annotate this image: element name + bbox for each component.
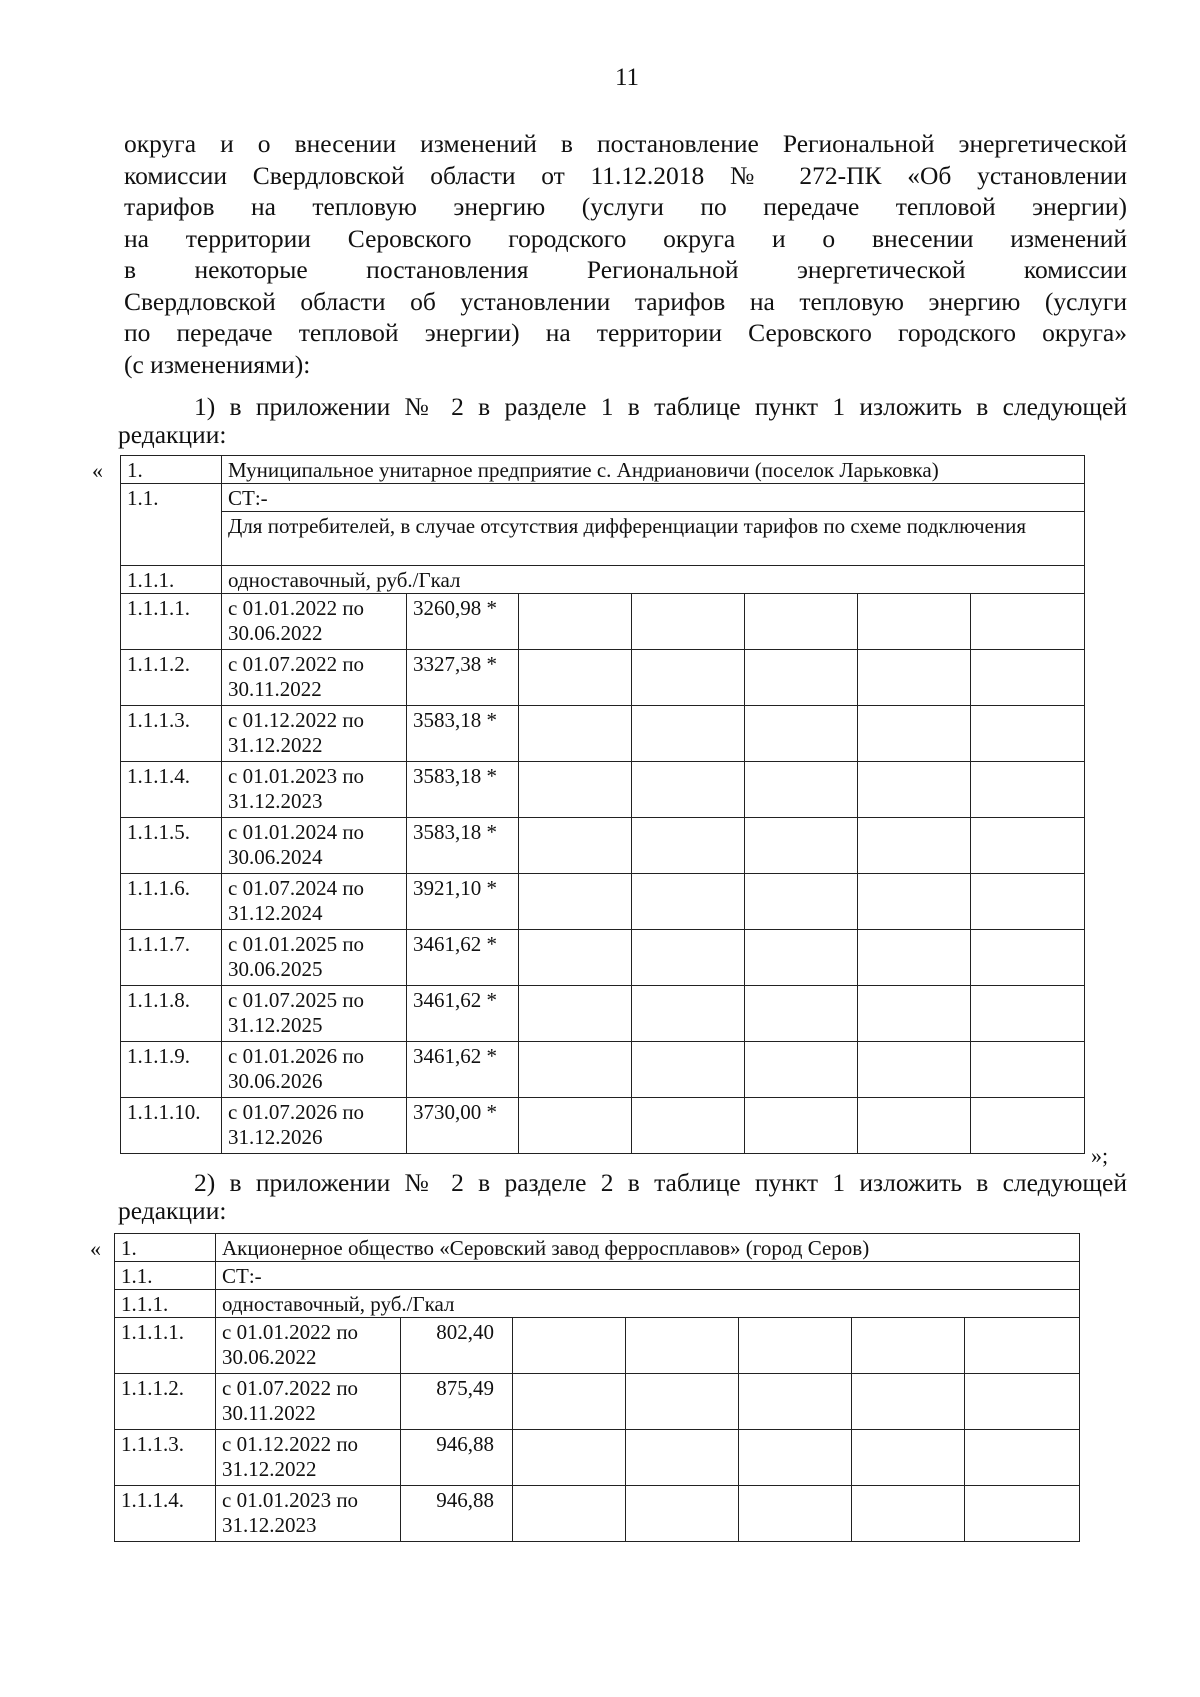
item-1-line: редакции:: [118, 420, 227, 449]
table-cell-period: [222, 1042, 407, 1098]
table-cell-empty: [858, 650, 971, 706]
table-cell-num: 1.1.1.1.: [115, 1318, 216, 1374]
table-cell-empty: [965, 1430, 1080, 1486]
table-cell-empty: [971, 706, 1085, 762]
table-2: [114, 1233, 1080, 1542]
period-end: 30.06.2025: [228, 957, 323, 981]
table-cell-empty: [632, 986, 745, 1042]
table-cell-empty: [632, 650, 745, 706]
table-cell-num: 1.1.1.9.: [121, 1042, 222, 1098]
table-cell-empty: [852, 1374, 965, 1430]
table-cell-empty: [519, 874, 632, 930]
period-start: с 01.07.2022 по: [222, 1376, 359, 1400]
period-end: 30.06.2022: [222, 1345, 317, 1369]
table-cell-empty: [965, 1318, 1080, 1374]
page-number: 11: [614, 64, 640, 91]
period-start: с 01.01.2026 по: [228, 1044, 365, 1068]
table-row: [115, 1430, 1080, 1486]
table-cell-num: 1.: [115, 1234, 216, 1262]
table-cell-empty: [739, 1486, 852, 1542]
table-row: [115, 1318, 1080, 1374]
table-cell-empty: [858, 594, 971, 650]
table-cell-period: [216, 1486, 401, 1542]
table-row: [115, 1290, 1080, 1318]
table-cell-period: [222, 762, 407, 818]
intro-line: (с изменениями):: [124, 349, 311, 379]
table-cell-num: 1.1.: [121, 484, 222, 566]
table-cell-empty: [513, 1430, 626, 1486]
table-cell-empty: [852, 1486, 965, 1542]
table-cell-empty: [858, 818, 971, 874]
period-end: 31.12.2022: [228, 733, 323, 757]
period-end: 31.12.2026: [228, 1125, 323, 1149]
table-1-open-quote: «: [92, 458, 103, 483]
table-cell-empty: [745, 762, 858, 818]
table-cell-empty: [519, 594, 632, 650]
table-cell-empty: [626, 1486, 739, 1542]
table-cell-value: 3461,62 *: [407, 1042, 519, 1098]
table-cell-empty: [519, 762, 632, 818]
table-cell-num: 1.1.1.7.: [121, 930, 222, 986]
period-start: с 01.01.2024 по: [228, 820, 365, 844]
table-cell-empty: [519, 1042, 632, 1098]
table-cell-empty: [965, 1374, 1080, 1430]
table-cell-period: [222, 986, 407, 1042]
table-cell-value: 3921,10 *: [407, 874, 519, 930]
period-start: с 01.07.2025 по: [228, 988, 365, 1012]
period-end: 31.12.2022: [222, 1457, 317, 1481]
table-row: [121, 762, 1085, 818]
table-cell-num: 1.1.1.2.: [121, 650, 222, 706]
item-1-line: 1) в приложении № 2 в разделе 1 в таблице пункт 1 изложить в следующей: [194, 392, 1127, 421]
table-cell-num: 1.1.: [115, 1262, 216, 1290]
period-end: 31.12.2023: [228, 789, 323, 813]
table-row: [115, 1262, 1080, 1290]
table-cell-empty: [858, 762, 971, 818]
table-cell-num: 1.1.1.4.: [115, 1486, 216, 1542]
table-cell-empty: [632, 1098, 745, 1154]
table-cell-empty: [971, 874, 1085, 930]
table-cell-org: Акционерное общество «Серовский завод ферросплавов» (город Серов): [216, 1234, 1080, 1262]
table-cell-value: 3583,18 *: [407, 818, 519, 874]
table-cell-value: 3461,62 *: [407, 930, 519, 986]
table-cell-empty: [632, 1042, 745, 1098]
period-end: 30.06.2026: [228, 1069, 323, 1093]
table-cell-value: 875,49: [401, 1374, 513, 1430]
table-cell-empty: [739, 1430, 852, 1486]
period-start: с 01.07.2026 по: [228, 1100, 365, 1124]
period-end: 30.11.2022: [228, 677, 322, 701]
intro-line: Свердловской области об установлении тарифов на тепловую энергию (услуги: [124, 286, 1127, 316]
table-cell-empty: [745, 594, 858, 650]
table-1: [120, 455, 1085, 1154]
table-cell-empty: [858, 874, 971, 930]
intro-paragraph: [124, 128, 1127, 380]
table-cell-num: 1.1.1.6.: [121, 874, 222, 930]
table-cell-num: 1.1.1.4.: [121, 762, 222, 818]
table-cell-empty: [519, 706, 632, 762]
item-2-line: редакции:: [118, 1196, 227, 1225]
table-cell-empty: [858, 706, 971, 762]
table-cell-num: 1.1.1.8.: [121, 986, 222, 1042]
table-cell-period: [216, 1374, 401, 1430]
period-start: с 01.07.2022 по: [228, 652, 365, 676]
intro-line: на территории Серовского городского округа и о внесении изменений: [124, 223, 1127, 253]
item-1-paragraph: [118, 393, 1127, 449]
table-cell-value: 3327,38 *: [407, 650, 519, 706]
period-start: с 01.01.2023 по: [222, 1488, 359, 1512]
table-row: [121, 818, 1085, 874]
table-cell-empty: [513, 1486, 626, 1542]
table-cell-empty: [858, 986, 971, 1042]
period-start: с 01.12.2022 по: [222, 1432, 359, 1456]
table-cell-empty: [971, 986, 1085, 1042]
table-cell-period: [222, 818, 407, 874]
table-cell-org: Муниципальное унитарное предприятие с. Андриановичи (поселок Ларьковка): [222, 456, 1085, 484]
table-cell-empty: [519, 986, 632, 1042]
period-end: 30.06.2022: [228, 621, 323, 645]
table-cell-empty: [519, 650, 632, 706]
table-cell-empty: [513, 1318, 626, 1374]
table-cell-empty: [971, 650, 1085, 706]
table-cell-num: 1.1.1.1.: [121, 594, 222, 650]
table-cell-num: 1.1.1.10.: [121, 1098, 222, 1154]
table-1-close-quote: »;: [1091, 1143, 1109, 1168]
table-cell-empty: [858, 930, 971, 986]
table-cell-period: [216, 1430, 401, 1486]
table-row: [115, 1486, 1080, 1542]
table-cell-label: Для потребителей, в случае отсутствия дифференциации тарифов по схеме подключения: [222, 512, 1085, 566]
item-2-paragraph: [118, 1169, 1127, 1225]
table-cell-empty: [745, 930, 858, 986]
table-cell-empty: [632, 706, 745, 762]
table-row: [121, 986, 1085, 1042]
table-cell-empty: [745, 650, 858, 706]
table-cell-label: СТ:-: [222, 484, 1085, 512]
table-row: [121, 874, 1085, 930]
table-cell-period: [222, 650, 407, 706]
table-cell-empty: [745, 818, 858, 874]
table-cell-empty: [632, 930, 745, 986]
table-row: [121, 456, 1085, 484]
table-cell-period: [222, 1098, 407, 1154]
table-cell-empty: [632, 594, 745, 650]
item-2-line: 2) в приложении № 2 в разделе 2 в таблице пункт 1 изложить в следующей: [194, 1168, 1127, 1197]
table-cell-empty: [739, 1318, 852, 1374]
table-cell-empty: [971, 818, 1085, 874]
table-cell-period: [222, 874, 407, 930]
intro-line: комиссии Свердловской области от 11.12.2018 № 272-ПК «Об установлении: [124, 160, 1127, 190]
table-cell-empty: [971, 762, 1085, 818]
table-cell-num: 1.1.1.: [121, 566, 222, 594]
table-cell-empty: [626, 1430, 739, 1486]
table-cell-num: 1.: [121, 456, 222, 484]
table-row: [121, 1098, 1085, 1154]
table-cell-empty: [513, 1374, 626, 1430]
table-cell-period: [222, 706, 407, 762]
intro-line: в некоторые постановления Региональной энергетической комиссии: [124, 255, 1127, 284]
table-cell-label: СТ:-: [216, 1262, 1080, 1290]
table-row: [121, 650, 1085, 706]
table-cell-empty: [745, 986, 858, 1042]
table-cell-empty: [971, 594, 1085, 650]
table-cell-empty: [626, 1318, 739, 1374]
period-start: с 01.01.2022 по: [222, 1320, 359, 1344]
table-row: [121, 594, 1085, 650]
table-cell-empty: [519, 1098, 632, 1154]
period-end: 31.12.2023: [222, 1513, 317, 1537]
period-start: с 01.01.2022 по: [228, 596, 365, 620]
period-end: 30.06.2024: [228, 845, 323, 869]
table-cell-empty: [519, 930, 632, 986]
table-cell-empty: [632, 762, 745, 818]
table-cell-label: одноставочный, руб./Гкал: [216, 1290, 1080, 1318]
table-cell-num: 1.1.1.: [115, 1290, 216, 1318]
table-cell-empty: [632, 874, 745, 930]
table-cell-num: 1.1.1.2.: [115, 1374, 216, 1430]
table-cell-empty: [745, 706, 858, 762]
table-cell-empty: [858, 1098, 971, 1154]
period-end: 31.12.2024: [228, 901, 323, 925]
period-start: с 01.07.2024 по: [228, 876, 365, 900]
table-row: [115, 1234, 1080, 1262]
table-cell-value: 3260,98 *: [407, 594, 519, 650]
table-row: [121, 566, 1085, 594]
intro-line: по передаче тепловой энергии) на территории Серовского городского округа»: [124, 318, 1127, 347]
table-cell-empty: [745, 874, 858, 930]
table-cell-value: 946,88: [401, 1430, 513, 1486]
table-cell-empty: [745, 1042, 858, 1098]
table-cell-value: 3583,18 *: [407, 706, 519, 762]
intro-line: округа и о внесении изменений в постановление Региональной энергетической: [124, 129, 1127, 158]
table-cell-empty: [745, 1098, 858, 1154]
table-row: [121, 484, 1085, 512]
table-cell-empty: [519, 818, 632, 874]
table-row: [121, 706, 1085, 762]
table-cell-period: [216, 1318, 401, 1374]
period-start: с 01.01.2025 по: [228, 932, 365, 956]
table-cell-period: [222, 930, 407, 986]
intro-line: тарифов на тепловую энергию (услуги по передаче тепловой энергии): [124, 192, 1127, 221]
table-cell-label: одноставочный, руб./Гкал: [222, 566, 1085, 594]
period-end: 31.12.2025: [228, 1013, 323, 1037]
table-cell-empty: [971, 930, 1085, 986]
table-cell-empty: [971, 1042, 1085, 1098]
table-cell-period: [222, 594, 407, 650]
table-cell-empty: [739, 1374, 852, 1430]
table-row: [121, 1042, 1085, 1098]
table-cell-empty: [971, 1098, 1085, 1154]
table-cell-value: 802,40: [401, 1318, 513, 1374]
table-cell-empty: [626, 1374, 739, 1430]
period-end: 30.11.2022: [222, 1401, 316, 1425]
table-cell-value: 3730,00 *: [407, 1098, 519, 1154]
table-2-open-quote: «: [90, 1236, 101, 1261]
table-row: [115, 1374, 1080, 1430]
table-cell-num: 1.1.1.5.: [121, 818, 222, 874]
table-row: [121, 512, 1085, 566]
table-cell-num: 1.1.1.3.: [121, 706, 222, 762]
table-cell-value: 3583,18 *: [407, 762, 519, 818]
table-cell-empty: [858, 1042, 971, 1098]
table-cell-num: 1.1.1.3.: [115, 1430, 216, 1486]
table-cell-empty: [965, 1486, 1080, 1542]
table-cell-empty: [852, 1318, 965, 1374]
table-cell-value: 946,88: [401, 1486, 513, 1542]
period-start: с 01.12.2022 по: [228, 708, 365, 732]
table-row: [121, 930, 1085, 986]
period-start: с 01.01.2023 по: [228, 764, 365, 788]
table-cell-value: 3461,62 *: [407, 986, 519, 1042]
table-cell-empty: [632, 818, 745, 874]
table-cell-empty: [852, 1430, 965, 1486]
